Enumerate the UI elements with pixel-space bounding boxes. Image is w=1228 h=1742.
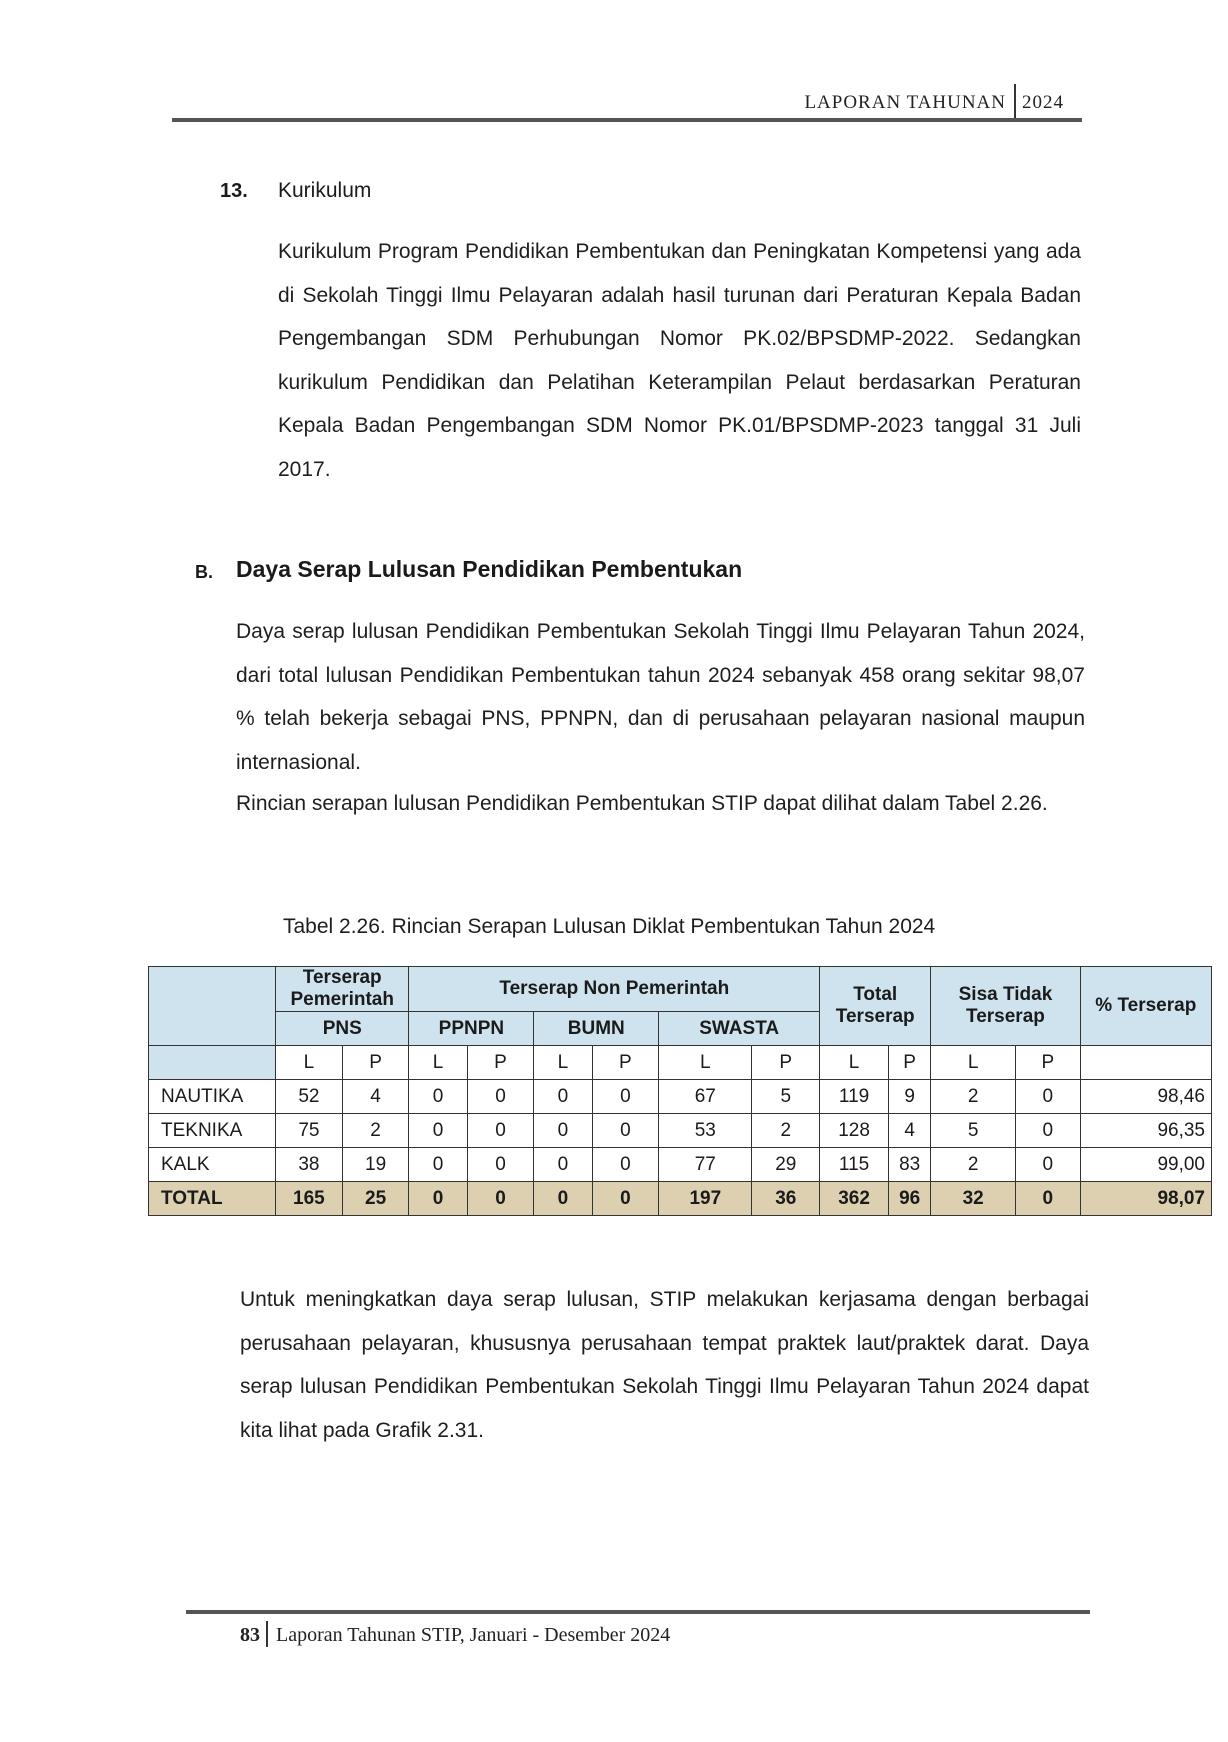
table-cell: 115 xyxy=(820,1148,889,1182)
table-cell: 38 xyxy=(276,1148,343,1182)
table-cell: 0 xyxy=(534,1080,592,1114)
header-pns: PNS xyxy=(276,1012,409,1046)
header-title xyxy=(804,84,1064,118)
header-blank-cell xyxy=(149,967,276,1046)
total-cell: 0 xyxy=(534,1182,592,1216)
header-l: L xyxy=(820,1046,889,1080)
header-sisa-tidak-terserap: Sisa Tidak Terserap xyxy=(931,967,1080,1046)
table-cell: 75 xyxy=(276,1114,343,1148)
table-row xyxy=(149,1114,1212,1148)
page-footer xyxy=(240,1621,670,1647)
table-header-row-1 xyxy=(149,967,1212,1012)
table-cell: 2 xyxy=(931,1080,1016,1114)
section-b-paragraph-1: Daya serap lulusan Pendidikan Pembentukan Sekolah Tinggi Ilmu Pelayaran Tahun 2024, dari total lulusan Pendidikan Pembentukan tahun 2024 sebanyak 458 orang sekitar 98,07 % telah bekerja sebagai PNS, PPNPN, dan di perusahaan pelayaran nasional maupun internasional. xyxy=(236,620,1085,774)
table-cell: 4 xyxy=(888,1114,930,1148)
section-b-letter: B. xyxy=(195,562,213,582)
total-cell: 32 xyxy=(931,1182,1016,1216)
header-p: P xyxy=(467,1046,534,1080)
table-cell: 2 xyxy=(752,1114,820,1148)
total-cell: 96 xyxy=(888,1182,930,1216)
total-cell: 0 xyxy=(409,1182,467,1216)
table-cell: 2 xyxy=(342,1114,409,1148)
table-cell: 2 xyxy=(931,1148,1016,1182)
row-label: TEKNIKA xyxy=(149,1114,276,1148)
section-13-title: Kurikulum xyxy=(278,179,372,202)
total-pct-cell: 98,07 xyxy=(1080,1182,1211,1216)
table-cell: 5 xyxy=(752,1080,820,1114)
table-cell: 128 xyxy=(820,1114,889,1148)
pct-cell: 96,35 xyxy=(1080,1114,1211,1148)
table-cell: 119 xyxy=(820,1080,889,1114)
row-label: NAUTIKA xyxy=(149,1080,276,1114)
table-cell: 19 xyxy=(342,1148,409,1182)
table-cell: 0 xyxy=(1016,1114,1081,1148)
table-row xyxy=(149,1148,1212,1182)
total-cell: 0 xyxy=(592,1182,659,1216)
header-terserap-non-pemerintah: Terserap Non Pemerintah xyxy=(409,967,820,1012)
total-cell: 165 xyxy=(276,1182,343,1216)
closing-paragraph: Untuk meningkatkan daya serap lulusan, STIP melakukan kerjasama dengan berbagai perusahaan pelayaran, khususnya perusahaan tempat praktek laut/praktek darat. Daya serap lulusan Pendidikan Pembentukan Sekolah Tinggi Ilmu Pelayaran Tahun 2024 dapat kita lihat pada Grafik 2.31. xyxy=(240,1288,1089,1442)
total-label: TOTAL xyxy=(149,1182,276,1216)
table-cell: 0 xyxy=(467,1080,534,1114)
header-blank-cell xyxy=(1080,1046,1211,1080)
header-divider xyxy=(1014,84,1016,118)
table-cell: 53 xyxy=(659,1114,752,1148)
header-l: L xyxy=(931,1046,1016,1080)
table-cell: 0 xyxy=(592,1114,659,1148)
page-number: 83 xyxy=(240,1624,260,1646)
table-cell: 29 xyxy=(752,1148,820,1182)
table-row xyxy=(149,1080,1212,1114)
table-cell: 4 xyxy=(342,1080,409,1114)
total-cell: 25 xyxy=(342,1182,409,1216)
table-cell: 0 xyxy=(1016,1080,1081,1114)
header-p: P xyxy=(1016,1046,1081,1080)
header-terserap-pemerintah: Terserap Pemerintah xyxy=(276,967,409,1012)
header-l: L xyxy=(409,1046,467,1080)
section-b-heading: Daya Serap Lulusan Pendidikan Pembentukan xyxy=(236,556,743,582)
footer-rule xyxy=(186,1610,1090,1614)
table-cell: 0 xyxy=(534,1148,592,1182)
header-report-title: LAPORAN TAHUNAN xyxy=(804,92,1006,113)
table-cell: 0 xyxy=(1016,1148,1081,1182)
header-l: L xyxy=(276,1046,343,1080)
total-cell: 36 xyxy=(752,1182,820,1216)
header-total-terserap: Total Terserap xyxy=(820,967,931,1046)
table-cell: 0 xyxy=(467,1148,534,1182)
total-cell: 0 xyxy=(467,1182,534,1216)
header-swasta: SWASTA xyxy=(659,1012,820,1046)
header-p: P xyxy=(888,1046,930,1080)
section-13-body: Kurikulum Program Pendidikan Pembentukan dan Peningkatan Kompetensi yang ada di Sekolah Tinggi Ilmu Pelayaran adalah hasil turunan dari Peraturan Kepala Badan Pengembangan SDM Perhubungan Nomor PK.02/BPSDMP-2022. Sedangkan kurikulum Pendidikan dan Pelatihan Keterampilan Pelaut berdasarkan Peraturan Kepala Badan Pengembangan SDM Nomor PK.01/BPSDMP-2023 tanggal 31 Juli 2017. xyxy=(278,240,1081,481)
table-cell: 0 xyxy=(592,1148,659,1182)
page-header xyxy=(172,80,1082,122)
header-blank-cell xyxy=(149,1046,276,1080)
table-header-row-lp xyxy=(149,1046,1212,1080)
header-l: L xyxy=(534,1046,592,1080)
table-cell: 0 xyxy=(409,1148,467,1182)
section-b-paragraph-2: Rincian serapan lulusan Pendidikan Pembentukan STIP dapat dilihat dalam Tabel 2.26. xyxy=(236,792,1048,815)
pct-cell: 98,46 xyxy=(1080,1080,1211,1114)
header-p: P xyxy=(342,1046,409,1080)
table-total-row xyxy=(149,1182,1212,1216)
table-cell: 0 xyxy=(467,1114,534,1148)
header-bumn: BUMN xyxy=(534,1012,659,1046)
table-cell: 0 xyxy=(534,1114,592,1148)
header-year: 2024 xyxy=(1022,92,1064,113)
header-p: P xyxy=(592,1046,659,1080)
footer-divider xyxy=(266,1621,268,1647)
table-cell: 67 xyxy=(659,1080,752,1114)
total-cell: 362 xyxy=(820,1182,889,1216)
absorption-table xyxy=(148,966,1212,1216)
pct-cell: 99,00 xyxy=(1080,1148,1211,1182)
table-cell: 0 xyxy=(592,1080,659,1114)
total-cell: 197 xyxy=(659,1182,752,1216)
footer-title: Laporan Tahunan STIP, Januari - Desember 2024 xyxy=(276,1624,671,1646)
table-cell: 77 xyxy=(659,1148,752,1182)
table-cell: 52 xyxy=(276,1080,343,1114)
header-ppnpn: PPNPN xyxy=(409,1012,534,1046)
header-p: P xyxy=(752,1046,820,1080)
total-cell: 0 xyxy=(1016,1182,1081,1216)
row-label: KALK xyxy=(149,1148,276,1182)
table-cell: 83 xyxy=(888,1148,930,1182)
header-rule xyxy=(172,118,1082,122)
table-cell: 0 xyxy=(409,1114,467,1148)
table-caption: Tabel 2.26. Rincian Serapan Lulusan Diklat Pembentukan Tahun 2024 xyxy=(283,915,936,938)
header-pct-terserap: % Terserap xyxy=(1080,967,1211,1046)
table-cell: 0 xyxy=(409,1080,467,1114)
section-13-number: 13. xyxy=(220,180,248,202)
table-cell: 9 xyxy=(888,1080,930,1114)
table-cell: 5 xyxy=(931,1114,1016,1148)
header-l: L xyxy=(659,1046,752,1080)
